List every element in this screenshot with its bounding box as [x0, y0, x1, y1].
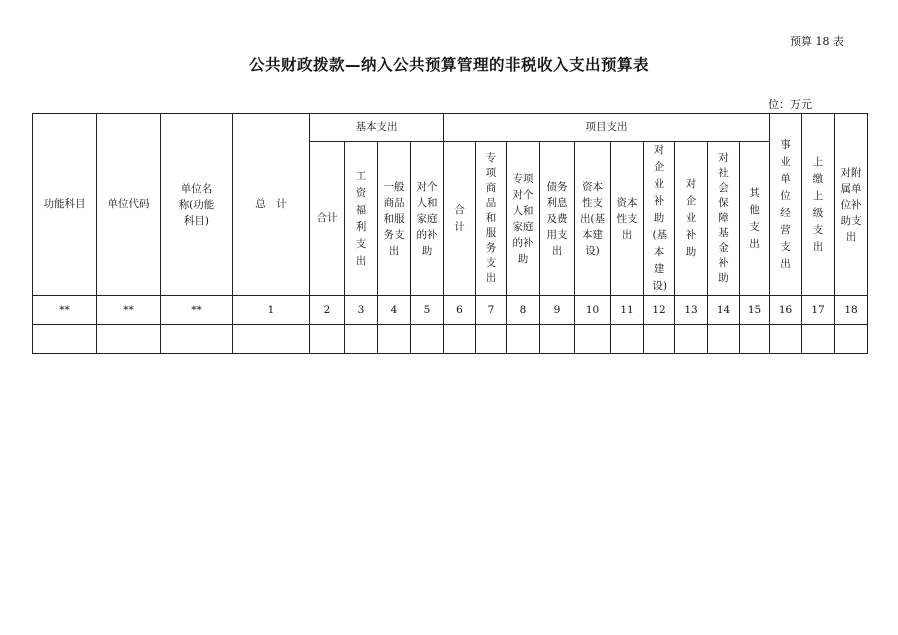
empty-cell — [802, 325, 835, 354]
header-project-total-text: 合计 — [454, 203, 465, 233]
code-cell: 2 — [310, 296, 345, 325]
header-project-goods-text: 专项商品和服务支出 — [485, 152, 497, 284]
header-enterprise-text: 事业单位经营支出 — [780, 138, 791, 270]
header-basic: 基本支出 — [310, 114, 444, 142]
header-basic-wage-text: 工资福利支出 — [355, 169, 367, 267]
code-cell: 1 — [233, 296, 310, 325]
empty-cell — [835, 325, 868, 354]
empty-cell — [507, 325, 540, 354]
empty-cell — [97, 325, 161, 354]
header-project-capital-construction-text: 资本性支出(基本建设) — [579, 180, 606, 257]
header-project-enterprise-construction — [644, 142, 675, 296]
header-project-other — [740, 142, 770, 296]
header-project-capital — [611, 142, 644, 296]
code-cell: 15 — [740, 296, 770, 325]
empty-cell — [233, 325, 310, 354]
code-cell: 10 — [575, 296, 611, 325]
code-cell: ** — [97, 296, 161, 325]
empty-cell — [310, 325, 345, 354]
header-basic-goods — [378, 142, 411, 296]
header-basic-total: 合计 — [310, 142, 345, 296]
header-func-subject: 功能科目 — [33, 114, 97, 296]
empty-cell — [345, 325, 378, 354]
empty-cell — [411, 325, 444, 354]
header-enterprise — [770, 114, 802, 296]
table-row — [33, 296, 868, 325]
code-cell: 14 — [708, 296, 740, 325]
header-subsidiary — [835, 114, 868, 296]
header-project-capital-text: 资本性支出 — [616, 196, 638, 241]
code-cell: 16 — [770, 296, 802, 325]
budget-table — [32, 113, 868, 354]
header-remit — [802, 114, 835, 296]
code-cell: 9 — [540, 296, 575, 325]
code-cell: 17 — [802, 296, 835, 325]
empty-cell — [444, 325, 476, 354]
code-cell: ** — [161, 296, 233, 325]
code-cell: 3 — [345, 296, 378, 325]
empty-cell — [540, 325, 575, 354]
code-cell: 8 — [507, 296, 540, 325]
code-cell: 11 — [611, 296, 644, 325]
code-cell: 18 — [835, 296, 868, 325]
code-cell: ** — [33, 296, 97, 325]
header-project-social-security — [708, 142, 740, 296]
header-unit-name-text: 单位名称(功能科目) — [178, 182, 215, 227]
empty-cell — [476, 325, 507, 354]
header-project-enterprise — [675, 142, 708, 296]
header-remit-text: 上缴上级支出 — [812, 155, 824, 253]
code-cell: 13 — [675, 296, 708, 325]
header-project: 项目支出 — [444, 114, 770, 142]
header-project-social-security-text: 对社会保障基金补助 — [718, 152, 729, 284]
header-total: 总 计 — [233, 114, 310, 296]
header-project-other-text: 其他支出 — [749, 186, 760, 250]
code-cell: 5 — [411, 296, 444, 325]
empty-cell — [708, 325, 740, 354]
header-unit-name — [161, 114, 233, 296]
header-project-individual-text: 专项对个人和家庭的补助 — [512, 172, 534, 265]
empty-cell — [378, 325, 411, 354]
unit-label: 位：万元 — [768, 98, 812, 111]
header-project-total — [444, 142, 476, 296]
empty-cell — [161, 325, 233, 354]
header-basic-individual-text: 对个人和家庭的补助 — [416, 180, 438, 257]
empty-cell — [644, 325, 675, 354]
code-cell: 12 — [644, 296, 675, 325]
header-project-individual — [507, 142, 540, 296]
empty-cell — [611, 325, 644, 354]
empty-cell — [770, 325, 802, 354]
header-project-capital-construction — [575, 142, 611, 296]
header-project-goods — [476, 142, 507, 296]
empty-cell — [675, 325, 708, 354]
page-title: 公共财政拨款—纳入公共预算管理的非税收入支出预算表 — [248, 56, 649, 74]
header-project-debt-text: 债务利息及费用支出 — [546, 180, 568, 257]
table-row-empty — [33, 325, 868, 354]
code-cell: 7 — [476, 296, 507, 325]
empty-cell — [33, 325, 97, 354]
header-project-enterprise-text: 对企业补助 — [685, 178, 697, 258]
header-basic-goods-text: 一般商品和服务支出 — [383, 180, 405, 257]
header-subsidiary-text: 对附属单位补助支出 — [840, 166, 862, 243]
header-basic-individual — [411, 142, 444, 296]
form-number: 预算 18 表 — [790, 35, 844, 48]
header-unit-code: 单位代码 — [97, 114, 161, 296]
code-cell: 4 — [378, 296, 411, 325]
header-basic-wage — [345, 142, 378, 296]
header-project-enterprise-construction-text: 对企业补助(基本建设) — [652, 144, 668, 292]
header-project-debt — [540, 142, 575, 296]
empty-cell — [575, 325, 611, 354]
empty-cell — [740, 325, 770, 354]
code-cell: 6 — [444, 296, 476, 325]
